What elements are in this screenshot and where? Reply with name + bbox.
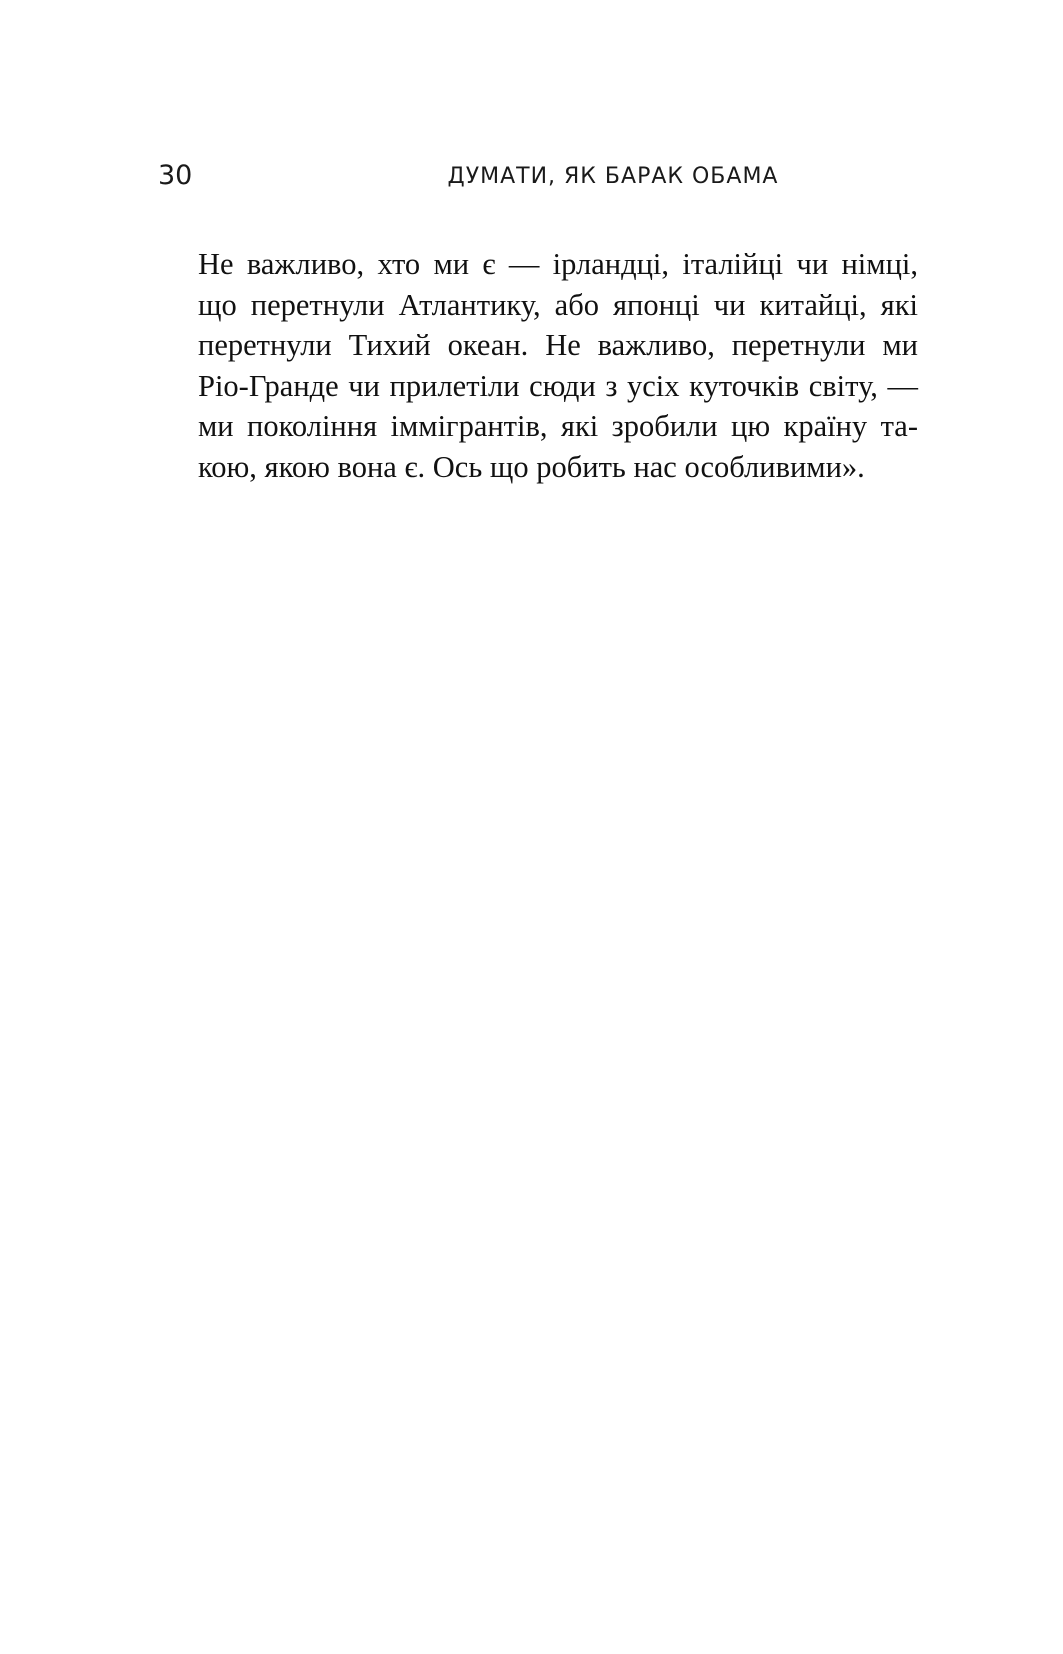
text-line: кою, якою вона є. Ось що робить нас особливими». [198, 449, 865, 484]
text-line: що перетнули Атлантику, або японці чи китайці, які [198, 287, 918, 322]
text-line: Ріо-Гранде чи прилетіли сюди з усіх куточків світу, — [198, 368, 918, 403]
running-header [158, 156, 918, 196]
body-paragraph [198, 244, 918, 487]
book-title: ДУМАТИ, ЯК БАРАК ОБАМА [447, 164, 779, 189]
text-line: Не важливо, хто ми є — ірландці, італійці чи німці, [198, 247, 918, 281]
text-line: ми покоління іммігрантів, які зробили цю країну та- [198, 409, 918, 443]
page-number: 30 [158, 160, 193, 191]
text-line: перетнули Тихий океан. Не важливо, перетнули ми [198, 328, 918, 362]
